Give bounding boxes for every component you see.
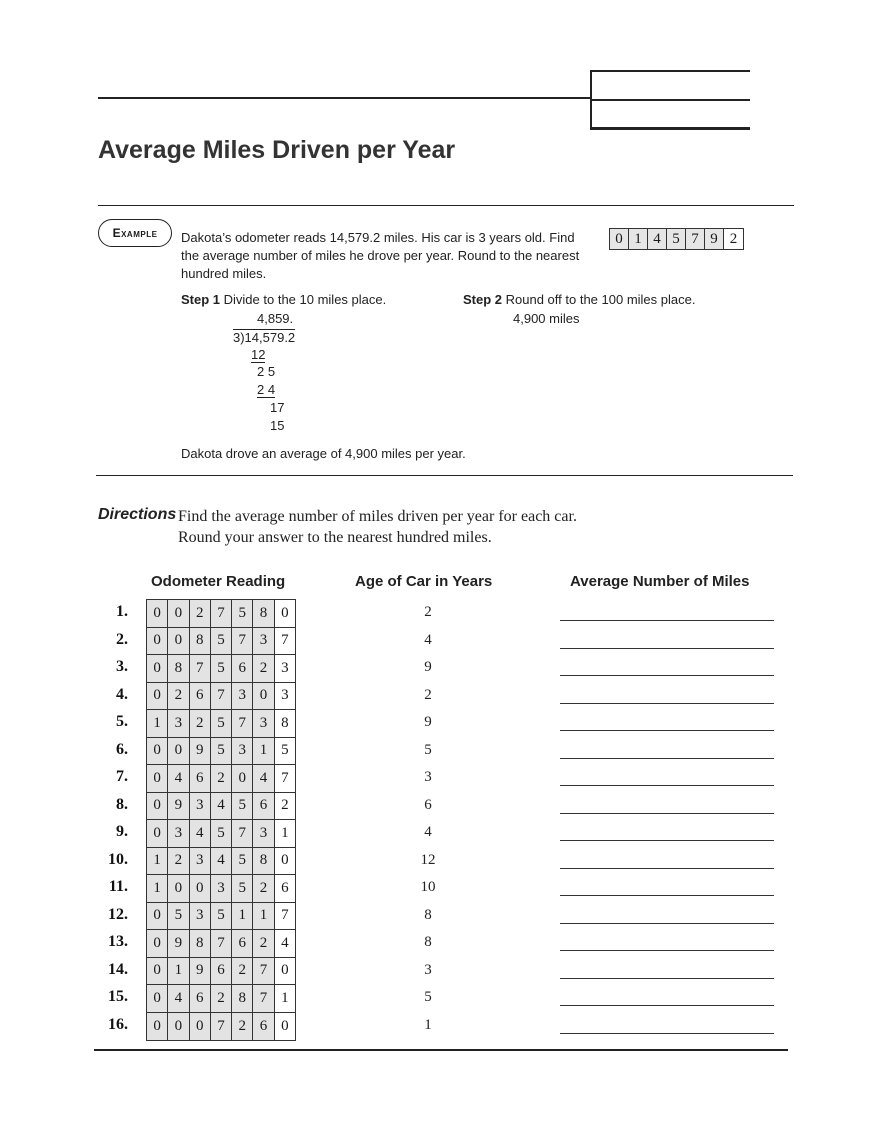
odometer-digit: 3 <box>190 793 211 820</box>
odometer-digit: 7 <box>232 628 253 655</box>
car-age: 5 <box>424 989 432 1005</box>
odometer-digit: 2 <box>190 710 211 737</box>
row-number: 10. <box>108 850 128 868</box>
row-number: 8. <box>116 795 128 813</box>
row-number: 12. <box>108 905 128 923</box>
odometer-digit: 0 <box>147 683 168 710</box>
step1-text: Divide to the 10 miles place. <box>223 292 387 307</box>
example-odometer-digit: 2 <box>724 229 743 249</box>
odometer-digit: 0 <box>168 738 189 765</box>
odometer-digit: 2 <box>190 600 211 627</box>
odometer-digit: 8 <box>190 930 211 957</box>
odometer-digit: 5 <box>211 820 232 847</box>
odometer-digit: 9 <box>168 930 189 957</box>
example-odometer-digit: 7 <box>686 229 705 249</box>
odometer-row <box>147 710 295 738</box>
odometer-digit: 0 <box>147 765 168 792</box>
odometer-row <box>147 903 295 931</box>
odometer-digit: 0 <box>147 600 168 627</box>
header-average: Average Number of Miles <box>570 573 750 590</box>
odometer-digit: 5 <box>211 710 232 737</box>
row-number: 13. <box>108 933 128 950</box>
odometer-digit: 6 <box>232 930 253 957</box>
row-number: 16. <box>108 1015 128 1033</box>
car-age: 8 <box>424 934 432 950</box>
step1-label: Step 1 <box>181 292 221 307</box>
odometer-digit: 0 <box>147 820 168 847</box>
odometer-digit: 3 <box>253 820 274 847</box>
row-number: 2. <box>116 630 128 648</box>
directions-line-1: Find the average number of miles driven per year for each car. <box>178 508 577 525</box>
answer-blank[interactable] <box>560 703 774 704</box>
odometer-digit: 7 <box>232 820 253 847</box>
page-title: Average Miles Driven per Year <box>98 136 456 164</box>
example-badge: Example <box>98 219 172 247</box>
odometer-row <box>147 765 295 793</box>
example-top-rule <box>98 205 794 206</box>
odometer-row <box>147 958 295 986</box>
odometer-digit: 7 <box>211 930 232 957</box>
odometer-digit: 2 <box>232 1013 253 1041</box>
odometer-digit: 5 <box>211 738 232 765</box>
odometer-row <box>147 683 295 711</box>
answer-blank[interactable] <box>560 840 774 841</box>
example-text: Dakota’s odometer reads 14,579.2 miles. His car is 3 years old. Find the average number of miles he drove per year. Round to the nearest hundred miles. <box>181 230 580 281</box>
odometer-digit: 0 <box>168 1013 189 1041</box>
odometer-digit: 1 <box>147 848 168 875</box>
odometer-digit: 0 <box>275 600 295 627</box>
header-age: Age of Car in Years <box>355 573 493 590</box>
header-odometer: Odometer Reading <box>151 573 286 590</box>
example-odometer <box>609 228 744 250</box>
step2 <box>463 292 695 307</box>
division-line-1: 12 <box>251 347 266 362</box>
step2-text: Round off to the 100 miles place. <box>505 292 696 307</box>
odometer-digit: 6 <box>253 793 274 820</box>
odometer-digit: 6 <box>190 985 211 1012</box>
odometer-digit: 5 <box>232 875 253 902</box>
odometer-digit: 1 <box>253 738 274 765</box>
odometer-digit: 3 <box>190 903 211 930</box>
odometer-digit: 5 <box>232 848 253 875</box>
odometer-row <box>147 738 295 766</box>
car-age: 6 <box>424 796 432 813</box>
odometer-digit: 1 <box>168 958 189 985</box>
odometer-digit: 3 <box>168 820 189 847</box>
odometer-digit: 2 <box>253 930 274 957</box>
odometer-digit: 0 <box>190 875 211 902</box>
odometer-digit: 3 <box>168 710 189 737</box>
answer-blank[interactable] <box>560 675 774 676</box>
answer-blank[interactable] <box>560 730 774 731</box>
row-number: 15. <box>108 988 128 1005</box>
step2-result: 4,900 miles <box>513 311 580 326</box>
example-odometer-digit: 4 <box>648 229 667 249</box>
odometer-digit: 0 <box>147 1013 168 1041</box>
odometer-digit: 3 <box>275 683 295 710</box>
car-age: 10 <box>420 879 436 895</box>
directions-label: Directions <box>98 506 177 523</box>
division-line-5: 15 <box>270 418 285 433</box>
row-number: 14. <box>108 960 128 978</box>
odometer-digit: 3 <box>253 710 274 737</box>
answer-blank[interactable] <box>560 758 774 759</box>
odometer-digit: 8 <box>232 985 253 1012</box>
odometer-digit: 2 <box>253 875 274 902</box>
odometer-digit: 1 <box>275 985 295 1012</box>
car-age: 4 <box>424 824 432 840</box>
odometer-digit: 0 <box>147 930 168 957</box>
name-box[interactable] <box>590 70 750 130</box>
odometer-digit: 7 <box>275 903 295 930</box>
odometer-digit: 9 <box>190 958 211 985</box>
odometer-digit: 2 <box>275 793 295 820</box>
odometer-digit: 0 <box>147 738 168 765</box>
odometer-row <box>147 1013 295 1041</box>
odometer-digit: 7 <box>211 1013 232 1041</box>
odometer-digit: 8 <box>253 848 274 875</box>
odometer-digit: 5 <box>168 903 189 930</box>
odometer-digit: 0 <box>275 848 295 875</box>
odometer-digit: 1 <box>275 820 295 847</box>
division-line-2: 2 5 <box>257 364 276 379</box>
odometer-digit: 6 <box>232 655 253 682</box>
odometer-digit: 4 <box>168 765 189 792</box>
car-age: 8 <box>424 906 432 923</box>
car-age: 1 <box>424 1016 432 1033</box>
car-age: 3 <box>424 769 432 785</box>
row-number: 4. <box>116 685 128 703</box>
odometer-digit: 0 <box>147 655 168 682</box>
odometer-digit: 7 <box>190 655 211 682</box>
odometer-digit: 1 <box>147 710 168 737</box>
odometer-digit: 6 <box>190 765 211 792</box>
car-age: 9 <box>424 714 432 730</box>
odometer-digit: 5 <box>211 655 232 682</box>
odometer-digit: 6 <box>211 958 232 985</box>
odometer-digit: 3 <box>211 875 232 902</box>
car-age: 9 <box>424 659 432 675</box>
division-quotient: 4,859. <box>257 311 294 326</box>
odometer-row <box>147 820 295 848</box>
odometer-row <box>147 875 295 903</box>
odometer-digit: 7 <box>253 958 274 985</box>
odometer-digit: 0 <box>275 1013 295 1041</box>
row-number: 7. <box>116 768 128 785</box>
odometer-digit: 0 <box>168 600 189 627</box>
odometer-digit: 7 <box>211 600 232 627</box>
odometer-digit: 0 <box>147 958 168 985</box>
row-number: 11. <box>108 878 128 895</box>
odometer-digit: 8 <box>253 600 274 627</box>
odometer-digit: 8 <box>168 655 189 682</box>
odometer-digit: 6 <box>253 1013 274 1041</box>
step1 <box>181 292 386 307</box>
odometer-digit: 6 <box>275 875 295 902</box>
answer-blank[interactable] <box>560 620 774 621</box>
row-number: 6. <box>116 740 128 758</box>
odometer-grid <box>146 599 296 1041</box>
car-age: 3 <box>424 961 432 978</box>
odometer-digit: 2 <box>168 683 189 710</box>
odometer-row <box>147 985 295 1013</box>
car-age: 5 <box>424 741 432 758</box>
odometer-digit: 4 <box>168 985 189 1012</box>
answer-blank[interactable] <box>560 648 774 649</box>
odometer-digit: 5 <box>211 903 232 930</box>
odometer-digit: 0 <box>253 683 274 710</box>
odometer-digit: 3 <box>253 628 274 655</box>
example-conclusion: Dakota drove an average of 4,900 miles per year. <box>181 446 466 461</box>
odometer-digit: 4 <box>253 765 274 792</box>
row-number: 9. <box>116 823 128 840</box>
odometer-digit: 1 <box>232 903 253 930</box>
odometer-row <box>147 793 295 821</box>
answer-blank[interactable] <box>560 868 774 869</box>
odometer-digit: 2 <box>168 848 189 875</box>
odometer-digit: 6 <box>190 683 211 710</box>
header-rule <box>98 97 590 99</box>
car-age: 4 <box>424 631 432 648</box>
odometer-digit: 0 <box>232 765 253 792</box>
car-age: 12 <box>420 851 436 868</box>
odometer-digit: 0 <box>275 958 295 985</box>
example-odometer-digit: 5 <box>667 229 686 249</box>
odometer-digit: 4 <box>190 820 211 847</box>
odometer-digit: 0 <box>168 628 189 655</box>
odometer-row <box>147 848 295 876</box>
odometer-digit: 4 <box>275 930 295 957</box>
division-line-3: 2 4 <box>257 382 276 397</box>
example-bottom-rule <box>96 475 793 476</box>
answer-blank[interactable] <box>560 923 774 924</box>
answer-blank[interactable] <box>560 950 774 951</box>
odometer-digit: 1 <box>147 875 168 902</box>
odometer-digit: 7 <box>253 985 274 1012</box>
directions-text <box>178 506 577 548</box>
odometer-digit: 5 <box>211 628 232 655</box>
odometer-row <box>147 930 295 958</box>
odometer-digit: 0 <box>190 1013 211 1041</box>
example-odometer-digit: 9 <box>705 229 724 249</box>
odometer-digit: 7 <box>232 710 253 737</box>
odometer-digit: 7 <box>275 628 295 655</box>
answer-blank[interactable] <box>560 813 774 814</box>
odometer-row <box>147 628 295 656</box>
odometer-digit: 5 <box>232 600 253 627</box>
odometer-digit: 9 <box>190 738 211 765</box>
odometer-digit: 3 <box>232 738 253 765</box>
odometer-digit: 2 <box>211 985 232 1012</box>
odometer-digit: 8 <box>190 628 211 655</box>
odometer-digit: 5 <box>275 738 295 765</box>
division-line-4: 17 <box>270 400 285 415</box>
odometer-digit: 3 <box>275 655 295 682</box>
odometer-digit: 4 <box>211 793 232 820</box>
odometer-digit: 0 <box>147 628 168 655</box>
answer-blank[interactable] <box>560 1005 774 1006</box>
row-number: 3. <box>116 658 128 675</box>
step2-label: Step 2 <box>463 292 503 307</box>
answer-blank[interactable] <box>560 895 774 896</box>
odometer-digit: 7 <box>211 683 232 710</box>
name-box-divider <box>592 99 750 101</box>
directions-line-2: Round your answer to the nearest hundred miles. <box>178 529 492 546</box>
odometer-row <box>147 600 295 628</box>
odometer-digit: 0 <box>168 875 189 902</box>
odometer-digit: 9 <box>168 793 189 820</box>
car-age: 2 <box>424 686 432 703</box>
odometer-digit: 5 <box>232 793 253 820</box>
odometer-digit: 2 <box>211 765 232 792</box>
odometer-digit: 2 <box>253 655 274 682</box>
odometer-digit: 2 <box>232 958 253 985</box>
odometer-digit: 0 <box>147 985 168 1012</box>
answer-blank[interactable] <box>560 978 774 979</box>
odometer-row <box>147 655 295 683</box>
footer-rule <box>94 1049 788 1051</box>
row-number: 1. <box>116 603 128 620</box>
odometer-digit: 3 <box>190 848 211 875</box>
car-age: 2 <box>424 604 432 620</box>
row-number: 5. <box>116 713 128 730</box>
odometer-digit: 8 <box>275 710 295 737</box>
division-dividend: 3)14,579.2 <box>233 330 296 345</box>
answer-blank[interactable] <box>560 785 774 786</box>
example-odometer-digit: 1 <box>629 229 648 249</box>
odometer-digit: 0 <box>147 793 168 820</box>
odometer-digit: 1 <box>253 903 274 930</box>
odometer-digit: 3 <box>232 683 253 710</box>
odometer-digit: 0 <box>147 903 168 930</box>
odometer-digit: 4 <box>211 848 232 875</box>
example-odometer-digit: 0 <box>610 229 629 249</box>
answer-blank[interactable] <box>560 1033 774 1034</box>
odometer-digit: 7 <box>275 765 295 792</box>
